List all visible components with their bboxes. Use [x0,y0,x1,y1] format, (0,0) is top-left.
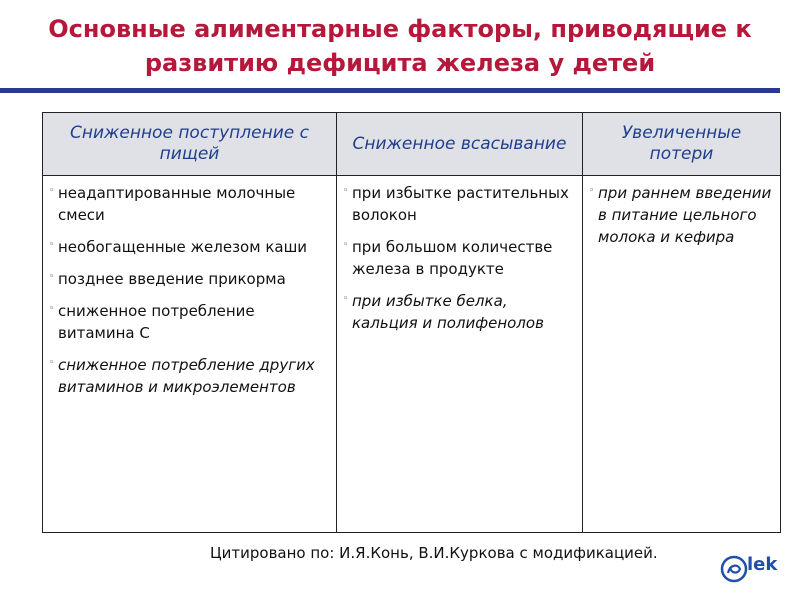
list-intake [49,182,330,398]
slide-title-line2: развитию дефицита железа у детей [144,49,656,77]
title-divider [0,88,780,93]
header-cell-losses: Увеличенные потери [583,113,781,176]
list-item [343,182,576,226]
bullet-icon: ◦ [49,272,55,282]
header-cell-intake: Сниженное поступление с пищей [43,113,337,176]
list-item-text: сниженное потребление витамина С [58,302,255,342]
list-item-text: при большом количестве железа в продукте [352,238,553,278]
list-item [49,236,330,258]
list-item-text: при раннем введении в питание цельного молока и кефира [598,184,772,246]
citation-text: Цитировано по: И.Я.Конь, В.И.Куркова с модификацией. [210,544,658,562]
bullet-icon: ◦ [343,294,349,304]
bullet-icon: ◦ [49,304,55,314]
list-item [49,182,330,226]
factors-table [42,112,781,533]
list-item-text: позднее введение прикорма [58,270,286,288]
list-item [49,354,330,398]
list-item-text: необогащенные железом каши [58,238,308,256]
list-item [343,236,576,280]
slide-title [20,12,780,80]
list-item-text: сниженное потребление других витаминов и микроэлементов [58,356,315,396]
table-body-row [43,176,781,533]
logo-text: lek [747,554,778,575]
header-cell-absorption: Сниженное всасывание [337,113,583,176]
table-header-row [43,113,781,176]
bullet-icon: ◦ [589,186,595,196]
bullet-icon: ◦ [49,358,55,368]
list-item-text: при избытке белка, кальция и полифенолов [352,292,544,332]
list-item [589,182,774,248]
list-item [49,268,330,290]
column-losses [583,176,781,533]
list-item-text: неадаптированные молочные смеси [58,184,296,224]
list-losses [589,182,774,248]
slide-title-line1: Основные алиментарные факторы, приводящие к [48,15,752,43]
list-item [49,300,330,344]
list-item-text: при избытке растительных волокон [352,184,569,224]
bullet-icon: ◦ [343,240,349,250]
bullet-icon: ◦ [49,240,55,250]
bullet-icon: ◦ [49,186,55,196]
column-intake [43,176,337,533]
column-absorption [337,176,583,533]
list-absorption [343,182,576,334]
list-item [343,290,576,334]
bullet-icon: ◦ [343,186,349,196]
